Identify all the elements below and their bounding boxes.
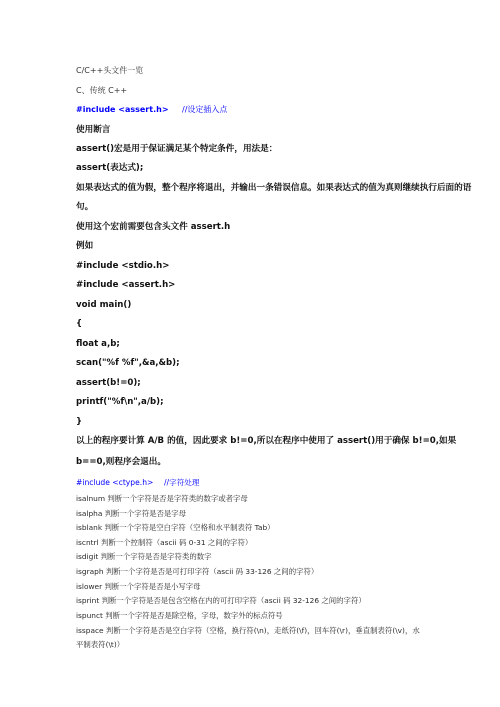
body-line: 例如 [76,241,94,251]
body-line: 使用断言 [76,125,111,135]
function-desc: isblank 判断一个字符是空白字符（空格和水平制表符 Tab） [76,523,275,532]
section-heading: C、传统 C++ [76,86,128,95]
function-desc: isalpha 判断一个字符是否是字母 [76,509,187,518]
code-line: float a,b; [76,339,120,349]
include-assert-line [76,106,227,114]
body-line: 如果表达式的值为假，整个程序将退出，并输出一条错误信息。如果表达式的值为真则继续执行后面的语 [76,183,472,193]
code-line: } [76,417,83,427]
body-line: assert()宏是用于保证满足某个特定条件，用法是： [76,144,278,154]
body-line: 使用这个宏前需要包含头文件 assert.h [76,222,231,232]
code-line: scan("%f %f",&a,&b); [76,358,180,368]
function-desc: isspace 判断一个字符是否是空白字符（空格，换行符(\n)，走纸符(\f)，回车符(\r)，垂直制表符(\v)，水 [76,626,420,635]
body-line: 以上的程序要计算 A/B 的值，因此要求 b!=0,所以在程序中使用了 assert()用于确保 b!=0,如果 [76,436,457,446]
code-line: { [76,319,83,329]
function-desc: islower 判断一个字符是否是小写字母 [76,582,201,591]
function-desc: ispunct 判断一个字符是否是除空格，字母，数字外的标点符号 [76,611,283,620]
include-directive: #include <assert.h> [76,105,169,114]
doc-title: C/C++头文件一览 [76,66,144,75]
function-desc: isgraph 判断一个字符是否是可打印字符（ascii 码 33-126 之间的字符） [76,567,319,576]
include-comment: //字符处理 [164,478,200,487]
include-directive: #include <ctype.h> [76,478,154,487]
function-desc: isalnum 判断一个字符是否是字符类的数字或者字母 [76,494,248,503]
function-desc: isprint 判断一个字符是否是包含空格在内的可打印字符（ascii 码 32-126 之间的字符） [76,596,366,605]
body-line: 句。 [76,202,94,212]
code-line: #include <stdio.h> [76,261,170,271]
code-line: #include <assert.h> [76,280,176,290]
include-ctype-line [76,479,200,487]
body-line: b==0,则程序会退出。 [76,457,166,467]
code-line: assert(b!=0); [76,378,141,388]
function-desc-continued: 平制表符(\t)） [76,640,125,649]
body-line: assert(表达式); [76,163,144,173]
include-comment: //设定插入点 [182,105,228,114]
code-line: void main() [76,300,132,310]
function-desc: isdigit 判断一个字符是否是字符类的数字 [76,552,212,561]
code-line: printf("%f\n",a/b); [76,397,164,407]
function-desc: iscntrl 判断一个控制符（ascii 码 0-31 之间的字符） [76,538,253,547]
